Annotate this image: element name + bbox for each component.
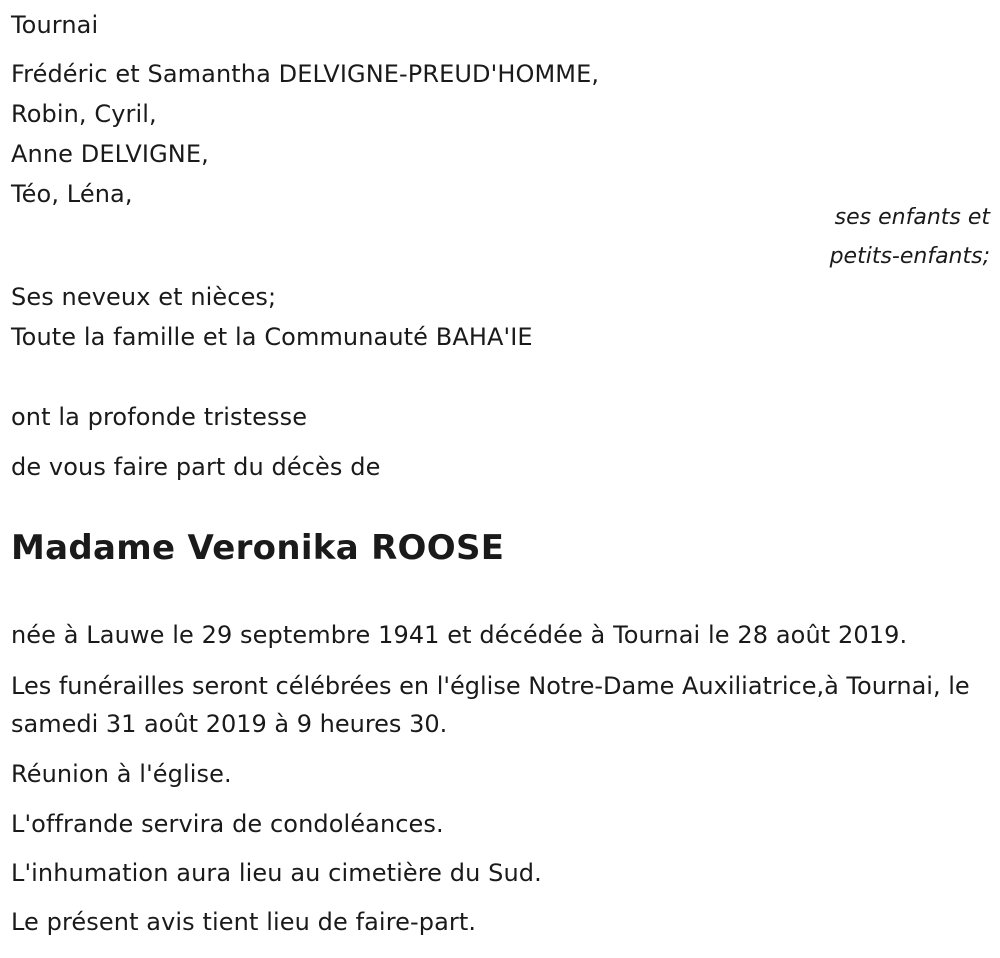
community-line: Toute la famille et la Communauté BAHA'IE [11, 323, 533, 351]
funeral-paragraph: Les funérailles seront célébrées en l'église Notre-Dame Auxiliatrice,à Tournai, le samedi 31 août 2019 à 9 heures 30. [11, 672, 970, 738]
meeting-line: Réunion à l'église. [11, 760, 232, 788]
relation-line-1: ses enfants et [834, 205, 990, 230]
notice-line: Le présent avis tient lieu de faire-part. [11, 908, 477, 936]
announcement-line-1: ont la profonde tristesse [11, 403, 308, 431]
family-line-2: Robin, Cyril, [11, 100, 157, 128]
deceased-name: Madame Veronika ROOSE [11, 528, 505, 568]
burial-line: L'inhumation aura lieu au cimetière du Sud. [11, 859, 542, 887]
family-line-3: Anne DELVIGNE, [11, 140, 209, 168]
birth-death-line: née à Lauwe le 29 septembre 1941 et décédée à Tournai le 28 août 2019. [11, 621, 908, 649]
offering-line: L'offrande servira de condoléances. [11, 810, 444, 838]
location: Tournai [11, 11, 99, 39]
family-line-4: Téo, Léna, [11, 180, 133, 208]
family-line-1: Frédéric et Samantha DELVIGNE-PREUD'HOMME, [11, 60, 600, 88]
announcement-line-2: de vous faire part du décès de [11, 453, 381, 481]
nephews-line: Ses neveux et nièces; [11, 283, 277, 311]
relation-line-2: petits-enfants; [829, 244, 990, 269]
